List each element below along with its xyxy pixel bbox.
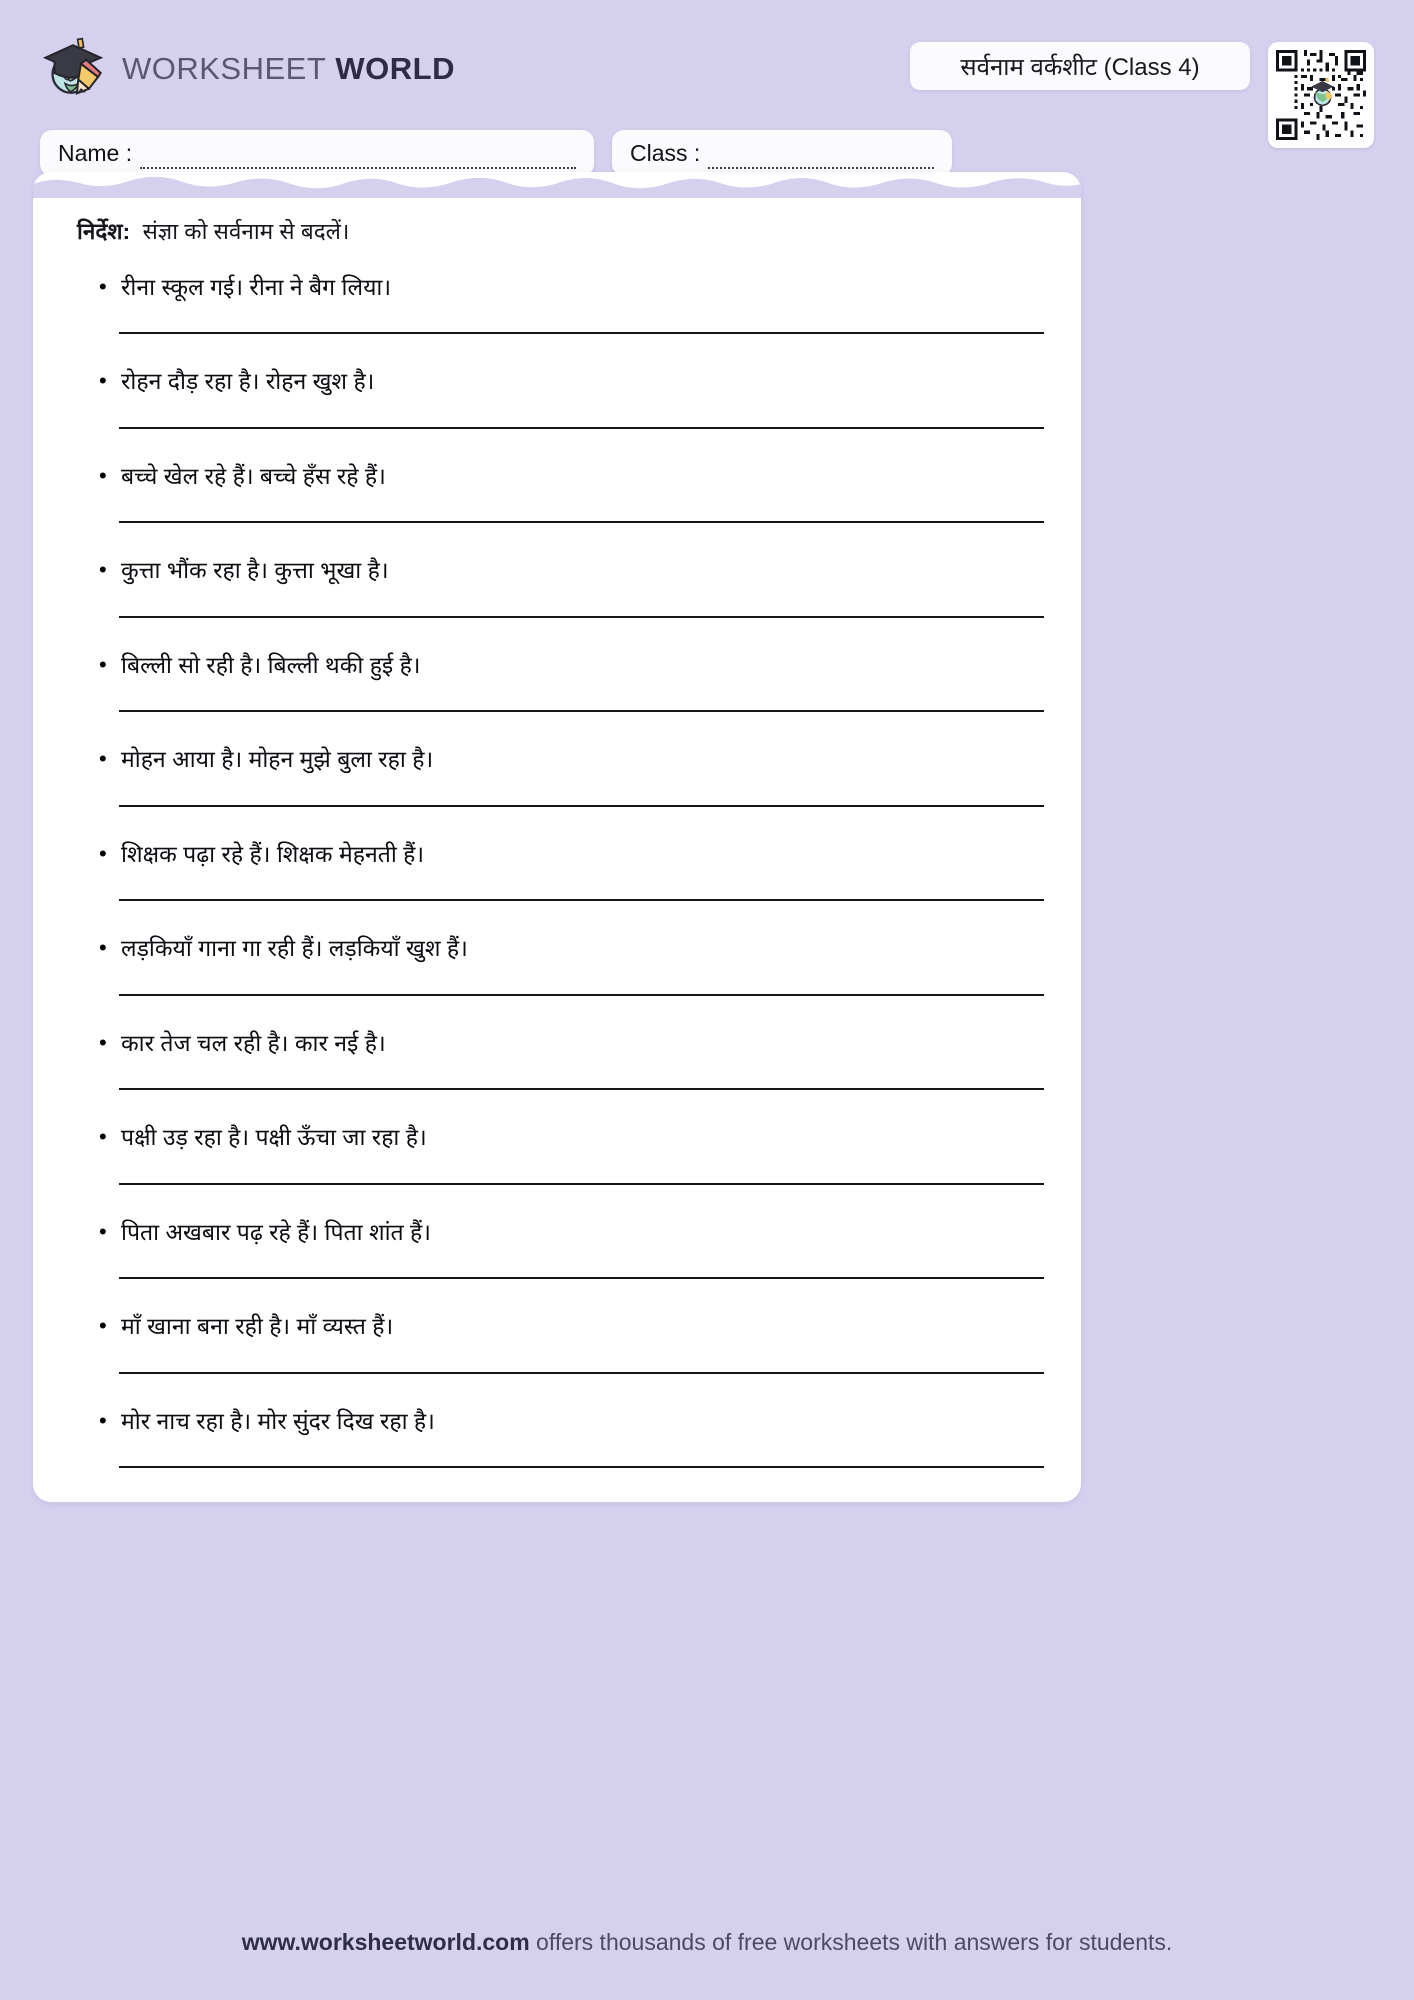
bullet-icon: • — [99, 746, 107, 771]
qr-code-icon[interactable] — [1268, 42, 1374, 148]
instruction-line — [77, 216, 1037, 248]
bullet-icon: • — [99, 557, 107, 582]
bullet-icon: • — [99, 368, 107, 393]
question-text: बच्चे खेल रहे हैं। बच्चे हँस रहे हैं। — [121, 462, 386, 489]
student-fields — [40, 130, 952, 176]
list-item — [77, 1120, 1037, 1185]
name-field-input[interactable] — [140, 147, 576, 169]
question-row — [77, 648, 1037, 683]
question-row — [77, 364, 1037, 399]
instruction-label: निर्देश: — [77, 219, 131, 244]
question-text: कार तेज चल रही है। कार नई है। — [121, 1029, 386, 1056]
bullet-icon: • — [99, 1407, 107, 1433]
answer-line[interactable] — [119, 1466, 1044, 1468]
bullet-icon: • — [99, 273, 107, 299]
header-top-row — [40, 32, 1374, 112]
answer-line[interactable] — [119, 521, 1044, 523]
question-row — [77, 1026, 1037, 1061]
question-row — [77, 1404, 1037, 1439]
brand-name-bold: WORLD — [335, 51, 456, 86]
bullet-icon: • — [99, 1029, 107, 1055]
answer-line[interactable] — [119, 332, 1044, 334]
question-text: पिता अखबार पढ़ रहे हैं। पिता शांत हैं। — [121, 1218, 431, 1245]
bullet-icon: • — [99, 462, 107, 488]
bullet-icon: • — [99, 1124, 107, 1149]
bullet-icon: • — [99, 1218, 107, 1244]
question-text: रीना स्कूल गई। रीना ने बैग लिया। — [121, 273, 392, 300]
list-item — [77, 742, 1037, 807]
brand-name-light: WORKSHEET — [122, 51, 327, 86]
list-item — [77, 1404, 1037, 1469]
torn-paper-edge-decoration — [33, 172, 1081, 198]
question-text: मोहन आया है। मोहन मुझे बुला रहा है। — [121, 746, 434, 772]
brand-name — [122, 51, 455, 87]
bullet-icon: • — [99, 651, 107, 677]
instruction-text: संज्ञा को सर्वनाम से बदलें। — [142, 219, 350, 244]
question-row — [77, 1215, 1037, 1250]
page-title: सर्वनाम वर्कशीट (Class 4) — [960, 53, 1200, 81]
question-text: लड़कियाँ गाना गा रही हैं। लड़कियाँ खुश हैं। — [121, 935, 468, 961]
page-footer — [0, 1929, 1414, 1956]
worksheet-title-badge — [910, 42, 1250, 90]
answer-line[interactable] — [119, 1183, 1044, 1185]
list-item — [77, 364, 1037, 429]
class-field-input[interactable] — [708, 147, 934, 169]
question-text: माँ खाना बना रही है। माँ व्यस्त हैं। — [121, 1313, 394, 1339]
answer-line[interactable] — [119, 710, 1044, 712]
question-row — [77, 553, 1037, 588]
answer-line[interactable] — [119, 899, 1044, 901]
bullet-icon: • — [99, 840, 107, 866]
question-row — [77, 837, 1037, 872]
list-item — [77, 1026, 1037, 1091]
question-row — [77, 1309, 1037, 1344]
question-list — [77, 270, 1037, 1469]
worksheet-paper — [33, 172, 1081, 1502]
list-item — [77, 270, 1037, 335]
question-row — [77, 459, 1037, 494]
question-row — [77, 742, 1037, 777]
question-text: बिल्ली सो रही है। बिल्ली थकी हुई है। — [121, 651, 421, 678]
question-text: मोर नाच रहा है। मोर सुंदर दिख रहा है। — [121, 1407, 435, 1434]
footer-tagline: offers thousands of free worksheets with answers for students. — [529, 1929, 1173, 1955]
question-row — [77, 931, 1037, 966]
list-item — [77, 1215, 1037, 1280]
list-item — [77, 459, 1037, 524]
list-item — [77, 1309, 1037, 1374]
list-item — [77, 931, 1037, 996]
name-field-label: Name : — [58, 139, 133, 166]
answer-line[interactable] — [119, 1277, 1044, 1279]
class-field-label: Class : — [630, 139, 701, 166]
worksheet-body — [33, 172, 1081, 1468]
question-text: रोहन दौड़ रहा है। रोहन खुश है। — [121, 368, 375, 394]
answer-line[interactable] — [119, 994, 1044, 996]
list-item — [77, 553, 1037, 618]
answer-line[interactable] — [119, 616, 1044, 618]
answer-line[interactable] — [119, 1372, 1044, 1374]
answer-line[interactable] — [119, 427, 1044, 429]
list-item — [77, 837, 1037, 902]
list-item — [77, 648, 1037, 713]
question-text: शिक्षक पढ़ा रहे हैं। शिक्षक मेहनती हैं। — [121, 840, 425, 867]
answer-line[interactable] — [119, 805, 1044, 807]
question-text: पक्षी उड़ रहा है। पक्षी ऊँचा जा रहा है। — [121, 1124, 427, 1150]
class-field[interactable] — [612, 130, 952, 176]
bullet-icon: • — [99, 935, 107, 960]
bullet-icon: • — [99, 1313, 107, 1338]
footer-url[interactable]: www.worksheetworld.com — [241, 1929, 530, 1955]
name-field[interactable] — [40, 130, 594, 176]
brand — [40, 32, 455, 102]
question-row — [77, 1120, 1037, 1155]
question-text: कुत्ता भौंक रहा है। कुत्ता भूखा है। — [121, 557, 389, 583]
graduation-cap-globe-pencil-logo — [40, 36, 106, 102]
question-row — [77, 270, 1037, 305]
answer-line[interactable] — [119, 1088, 1044, 1090]
